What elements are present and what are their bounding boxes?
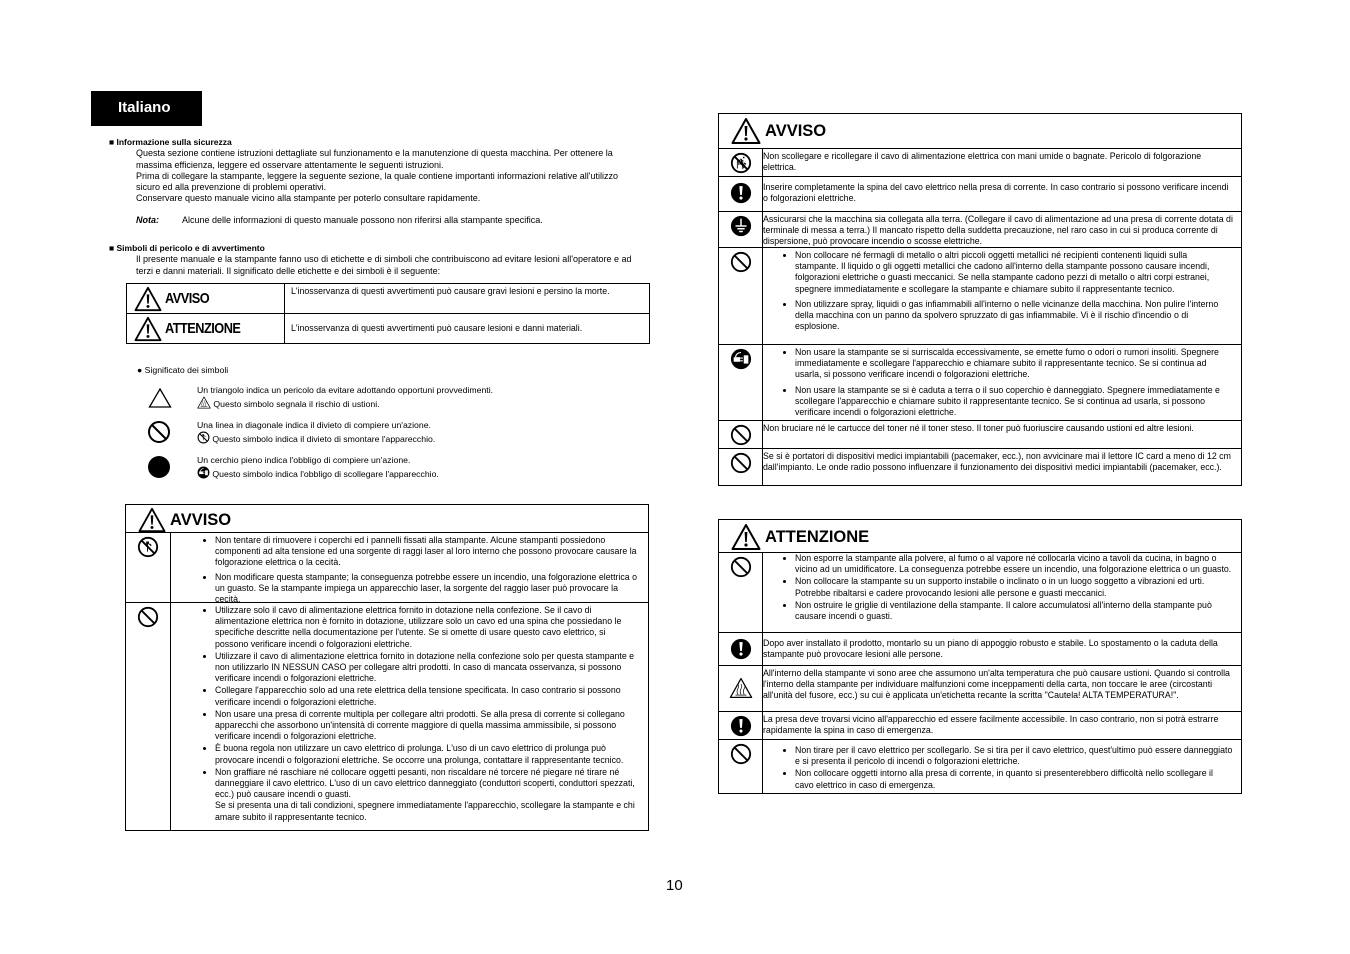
symbol-desc-line2: Questo simbolo indica il divieto di smontare l'apparecchio. [212,434,436,444]
warning-text [763,553,1241,632]
warning-text: Inserire completamente la spina del cavo elettrico nella presa di corrente. In caso contrario si possono verificare incendi o folgorazioni elettriche. [763,182,1229,204]
box-title: AVVISO [170,510,232,529]
unplug-icon [730,348,752,370]
burn-hazard-icon [197,396,211,409]
safety-line: Prima di collegare la stampante, leggere la seguente sezione, la quale contiene importanti informazioni relative all'utilizzo [136,170,618,181]
symbols-section [109,243,679,277]
triangle-icon [148,387,172,409]
warning-row [126,533,648,603]
filled-circle-icon [147,455,171,479]
bullet: • Non collocare la stampante su un supporto instabile o inclinato o in un luogo soggetto a vibrazioni ed urti. Potrebbe ribaltarsi e cadere provocando lesioni alle persone e guasti meccanici. [795,576,1233,598]
note-label: Nota: [136,214,159,225]
page-number: 10 [666,877,683,894]
symbols-line: terzi e danni materiali. Il significato delle etichette e dei simboli è il seguente: [136,265,441,276]
icon-cell [719,421,763,448]
bullet: • Collegare l'apparecchio solo ad una rete elettrica della tensione specificata. In caso contrario si possono verificare incendi o folgorazioni elettriche. [215,685,640,707]
warning-row [719,345,1241,421]
warning-text: Non scollegare e ricollegare il cavo di alimentazione elettrica con mani umide o bagnate. Pericolo di folgorazione elettrica. [763,151,1202,173]
warning-text [763,345,1241,420]
attenzione-right-box [718,519,1242,794]
icon-cell [719,212,763,247]
icon-cell [719,633,763,665]
avviso-right-box [718,113,1242,486]
symbols-heading: ■ Simboli di pericolo e di avvertimento [109,243,265,253]
wet-hands-prohibited-icon [730,152,752,174]
warning-row [719,666,1241,712]
language-tab: Italiano [91,91,202,126]
prohibition-icon [147,420,171,444]
warning-text: Non bruciare né le cartucce del toner né il toner steso. Il toner può fuoriuscire causando ustioni ed altre lesioni. [763,423,1194,433]
warning-text: Assicurarsi che la macchina sia collegata alla terra. (Collegare il cavo di alimentazione ad una presa di corrente dotata di terminale di messa a terra.) Il mancato rispetto della suddetta precauzione, nel raro caso in cui si produca corrente di dispersione, può provocare incendio o scosse elettriche. [763,214,1233,247]
bullet: • Non ostruire le griglie di ventilazione della stampante. Il calore accumulatosi all'interno della stampante può causare incendi o guasti. [795,600,1233,622]
bullet: • Non modificare questa stampante; la conseguenza potrebbe essere un incendio, una folgorazione elettrica o un guasto. Se la stampante impiega un apparecchio laser, la sorgente del raggio laser può provocare la cecità. [215,572,640,606]
warning-triangle-icon [138,507,166,533]
bullet: • Utilizzare solo il cavo di alimentazione elettrica fornito in dotazione nella confezione. Se il cavo di alimentazione elettrica non è fornito in dotazione, utilizzare solo un cavo ed una spina che possiedano le specifiche descritte nella documentazione per l'utente. Se si omette di usare questo cavo elettrico, si possono verificare incendi o folgorazioni elettriche. [215,605,640,650]
icon-cell [719,177,763,211]
legend-table [126,283,650,344]
avviso-right-title [719,114,1241,149]
warning-row [719,633,1241,666]
icon-cell [719,345,763,420]
warning-triangle-icon [731,117,761,145]
icon-cell [126,603,171,830]
bullet: • Non collocare oggetti intorno alla presa di corrente, in quanto si presenterebbero difficoltà nello scollegare il cavo elettrico in caso di emergenza. [795,768,1233,790]
safety-line: Questa sezione contiene istruzioni dettagliate sul funzionamento e la manutenzione di questa macchina. Per ottenere la [136,148,613,159]
warning-text: Se si è portatori di dispositivi medici impiantabili (pacemaker, ecc.), non avvicinare mai il lettore IC card a meno di 12 cm dall'impianto. Le onde radio possono influenzare il funzionamento dei dispositivi medici impiantabili (pacemaker, ecc.). [763,451,1231,473]
prohibition-icon [730,251,752,273]
safety-line: Conservare questo manuale vicino alla stampante per poterlo consultare rapidamente. [136,193,481,204]
avviso-left-title [126,505,648,533]
bullet: • Non utilizzare spray, liquidi o gas infiammabili all'interno o nelle vicinanze della macchina. Non pulire l'interno della macchina con un panno da spolvero spruzzato di gas infiammabile. Vi è il rischio d'incendio o di esplosione. [795,299,1233,333]
bullet: • Non tentare di rimuovere i coperchi ed i pannelli fissati alla stampante. Alcune stampanti possiedono componenti ad alta tensione ed una sorgente di raggi laser al loro interno che possono provocare causare la folgorazione elettrica o la cecità. [215,535,640,569]
mandatory-icon [730,638,752,660]
legend-row-attenzione [127,314,650,344]
prohibition-icon [730,556,752,578]
symbol-desc-line1: Una linea in diagonale indica il divieto di compiere un'azione. [197,420,431,430]
warning-row [719,553,1241,633]
symbols-body [109,254,679,277]
attenzione-right-title [719,520,1241,553]
warning-row [719,212,1241,248]
bullet: • Non graffiare né raschiare né collocare oggetti pesanti, non riscaldare né torcere né piegare né tirare né danneggiare il cavo elettrico. L'uso di un cavo elettrico danneggiato (conduttori scoperti, conduttori spezzati, ecc.) può causare incendi o guasti. [215,767,640,801]
icon-cell [719,712,763,739]
icon-cell [719,449,763,485]
warning-text: Dopo aver installato il prodotto, montarlo su un piano di appoggio robusto e stabile. Lo spostamento o la caduta della stampante può provocare lesioni alle persone. [763,638,1218,660]
bullet: • È buona regola non utilizzare un cavo elettrico di prolunga. L'uso di un cavo elettrico di prolunga può provocare incendi o folgorazioni elettriche. Se occorre una prolunga, contattare il rappresentante tecnico. [215,743,640,765]
legend-row-avviso [127,284,650,314]
icon-cell [719,248,763,344]
bullet: • Non usare la stampante se si surriscalda eccessivamente, se emette fumo o odori o rumori insoliti. Spegnere immediatamente e scollegare l'apparecchio e chiamare subito il rappresentante tecnico. Se si continua ad usarla, si possono verificare incendi o folgorazioni elettriche. [795,347,1233,381]
prohibition-icon [730,743,752,765]
no-disassembly-icon [197,431,210,444]
note-text: Alcune delle informazioni di questo manuale possono non riferirsi alla stampante specifica. [182,214,543,225]
prohibition-icon [730,424,752,446]
warning-row [719,740,1241,793]
symbol-desc [197,455,577,480]
symbol-meaning-heading: ● Significato dei simboli [137,365,229,375]
symbol-desc-line1: Un cerchio pieno indica l'obbligo di compiere un'azione. [197,455,411,465]
symbols-line: Il presente manuale e la stampante fanno uso di etichette e di simboli che contribuiscono ad evitare lesioni all'operatore e ad [136,254,632,265]
symbol-desc-line2: Questo simbolo segnala il rischio di ustioni. [213,399,380,409]
safety-info-heading: ■ Informazione sulla sicurezza [109,137,232,147]
bullet: • Utilizzare il cavo di alimentazione elettrica fornito in dotazione nella confezione solo per questa stampante e non utilizzarlo IN NESSUN CASO per collegare altri prodotti. In caso di mancata osservanza, si possono verificare incendi o folgorazioni elettriche. [215,651,640,685]
bullet: • Non collocare né fermagli di metallo o altri piccoli oggetti metallici né recipienti contenenti liquidi sulla stampante. Il liquido o gli oggetti metallici che cadono all'interno della stampante possono causare incendi, folgorazioni elettriche o guasti meccanici. Se nella stampante cadono pezzi di metallo o altri corpi estranei, spegnere immediatamente e scollegare la stampante e chiamare subito il rappresentante tecnico. [795,250,1233,295]
bullet: • Non tirare per il cavo elettrico per scollegarlo. Se si tira per il cavo elettrico, quest'ultimo può essere danneggiato e si presenta il pericolo di incendi o folgorazioni elettriche. [795,745,1233,767]
icon-cell [126,533,171,602]
legend-label: ATTENZIONE [165,319,241,337]
safety-info-body [109,148,669,204]
safety-line: sicuro ed alla prevenzione di problemi operativi. [136,182,327,193]
icon-cell [719,666,763,711]
box-title: ATTENZIONE [765,527,870,546]
unplug-icon [197,466,210,479]
safety-note [109,215,669,226]
mandatory-icon [730,182,752,204]
symbol-desc-line2: Questo simbolo indica l'obbligo di scollegare l'apparecchio. [212,469,439,479]
box-title: AVVISO [765,121,827,140]
legend-label-cell [127,284,285,314]
symbol-desc-line1: Un triangolo indica un pericolo da evitare adottando opportuni provvedimenti. [197,385,494,395]
icon-cell [719,740,763,793]
warning-text [171,533,648,605]
warning-triangle-icon [133,316,163,342]
bullet: • Non usare una presa di corrente multipla per collegare altri prodotti. Se alla presa di corrente si collegano apparecchi che assorbono un'intensità di corrente maggiore di quella massima ammissibile, si possono verificare incendi o folgorazioni elettriche. [215,709,640,743]
safety-info-section [109,137,669,226]
symbol-desc [197,420,577,445]
warning-row [719,177,1241,212]
mandatory-icon [730,715,752,737]
no-disassembly-icon [137,536,159,558]
avviso-left-box [125,504,649,831]
warning-triangle-icon [731,523,761,551]
prohibition-icon [137,606,159,628]
warning-row [126,603,648,830]
prohibition-icon [730,452,752,474]
legend-label: AVVISO [165,289,210,307]
legend-label-cell [127,314,285,344]
warning-row [719,712,1241,740]
warning-text [171,603,648,830]
legend-text: L'inosservanza di questi avvertimenti può causare gravi lesioni e persino la morte. [285,284,650,314]
bullet: • Non esporre la stampante alla polvere, al fumo o al vapore né collocarla vicino a tavoli da cucina, in bagno o vicino ad un umidificatore. La conseguenza potrebbe essere un incendio, una folgorazione elettrica o un guasto. [795,553,1233,575]
extra-text: Se si presenta una di tali condizioni, spegnere immediatamente l'apparecchio, scollegare la stampante e chi amare subito il rappresentante tecnico. [215,800,635,822]
warning-text [763,248,1241,344]
icon-cell [719,553,763,632]
symbol-desc [197,385,577,410]
symbol-meaning [137,365,617,485]
ground-icon [730,215,752,237]
burn-hazard-icon [729,677,753,699]
warning-text: All'interno della stampante vi sono aree che assumono un'alta temperatura che può causare ustioni. Quando si controlla l'interno della stampante per individuare malfunzioni come inceppamenti della carta, non toccare le aree (circostanti all'unità del fusore, ecc.) su cui è applicata un'etichetta recante la scritta "Cautela! ALTA TEMPERATURA!". [763,668,1230,701]
bullet: • Non usare la stampante se si è caduta a terra o il suo coperchio è danneggiato. Spegnere immediatamente e scollegare l'apparecchio e chiamare subito il rappresentante tecnico. Se si continua ad usarla, si possono verificare incendi o folgorazioni elettriche. [795,385,1233,419]
safety-line: massima efficienza, leggere ed osservare attentamente le seguenti istruzioni. [136,159,444,170]
icon-cell [719,149,763,176]
warning-text: La presa deve trovarsi vicino all'apparecchio ed essere facilmente accessibile. In caso contrario, non si potrà estrarre rapidamente la spina in caso di emergenza. [763,714,1219,736]
legend-text: L'inosservanza di questi avvertimenti può causare lesioni e danni materiali. [285,314,650,344]
warning-row [719,248,1241,345]
warning-row [719,421,1241,449]
warning-row [719,449,1241,485]
warning-triangle-icon [133,286,163,312]
warning-row [719,149,1241,177]
warning-text [763,740,1241,793]
